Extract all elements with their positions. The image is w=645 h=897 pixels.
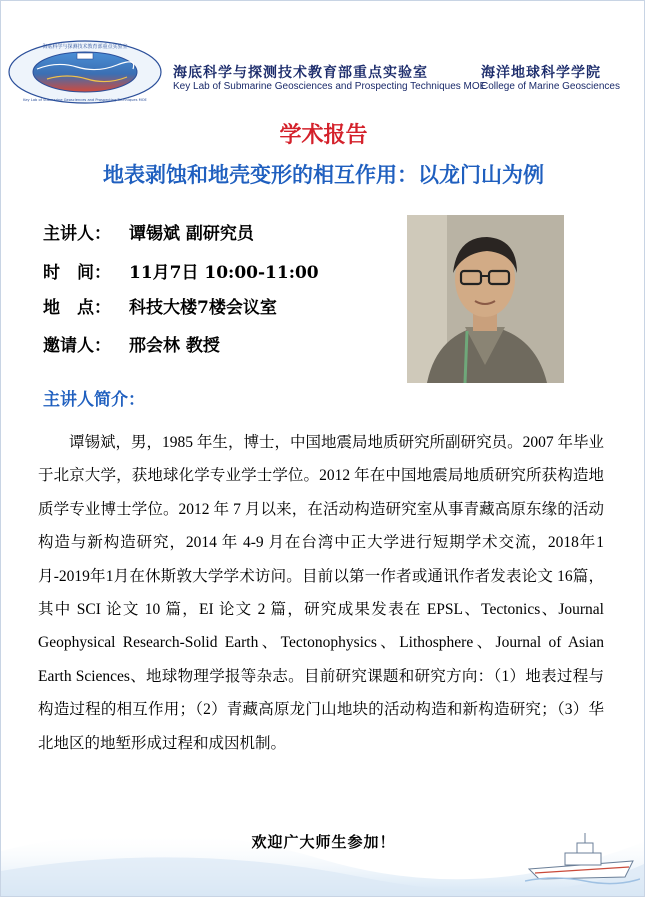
inviter-row [43,331,220,359]
header [1,1,645,111]
place-row [43,293,277,321]
report-label: 学术报告 [279,123,368,148]
time-row [43,258,319,286]
time-value: 11月7日 10:00-11:00 [129,263,319,283]
college-name-cn: 海洋地球科学学院 [481,65,601,81]
lab-name-cn: 海底科学与探测技术教育部重点实验室 [173,65,428,81]
speaker-portrait [407,215,564,383]
report-title: 地表剥蚀和地壳变形的相互作用：以龙门山为例 [103,163,544,187]
speaker-photo [407,215,564,383]
inviter-value: 邢会林 教授 [129,336,220,356]
lab-logo [7,39,163,105]
welcome-text: 欢迎广大师生参加！ [251,833,396,851]
bio-text: 谭锡斌，男，1985 年生，博士，中国地震局地质研究所副研究员。2007 年毕业于北京大学，获地球化学专业学士学位。2012 年在中国地震局地质研究所获构造地质学专业博士学位。2012 年 7 月以来，在活动构造研究室从事青藏高原东缘的活动构造与新构造研究，2014 年 4-9 月在台湾中正大学进行短期学术交流，2018年1月-2019年1月在休斯敦大学学术访问。目前以第一作者或通讯作者发表论文 16篇，其中 SCI 论文 10 篇，EI 论文 2 篇，研究成果发表在 EPSL、Tectonics、Journal Geophysical Research-Solid Earth、Tectonophysics、Lithosphere、Journal of Asian Earth Sciences、地球物理学报等杂志。目前研究课题和研究方向：（1）地表过程与构造过程的相互作用；（2）青藏高原龙门山地块的活动构造和新构造研究；（3）华北地区的地堑形成过程和成因机制。 [38,434,604,752]
bio-heading: 主讲人简介： [43,390,145,410]
svg-text:Key Lab of Submarine Geoscienc: Key Lab of Submarine Geosciences and Prospecting Techniques MOE [23,98,147,102]
inviter-label: 邀请人： [43,336,111,356]
svg-text:海底科学与探测技术教育部重点实验室: 海底科学与探测技术教育部重点实验室 [42,44,128,50]
place-label: 地 点： [43,298,111,318]
speaker-label: 主讲人： [43,224,111,244]
speaker-value: 谭锡斌 副研究员 [129,224,254,244]
lab-name-en: Key Lab of Submarine Geosciences and Prospecting Techniques MOE [173,81,487,92]
speaker-row [43,219,254,247]
time-label: 时 间： [43,263,111,283]
college-name-en: College of Marine Geosciences [481,81,620,92]
place-value: 科技大楼7楼会议室 [129,298,277,318]
